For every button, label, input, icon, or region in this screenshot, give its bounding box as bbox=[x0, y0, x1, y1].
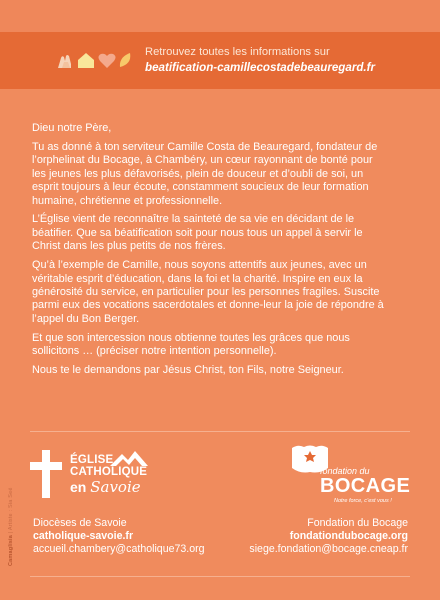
eglise-line1: ÉGLISE bbox=[70, 454, 114, 466]
credit-agency: Camaglisia bbox=[8, 534, 14, 566]
divider bbox=[30, 431, 410, 432]
banner-website-link[interactable]: beatification-camillecostadebeauregard.fr bbox=[145, 61, 376, 74]
eglise-catholique-savoie-logo bbox=[30, 448, 170, 506]
eglise-en: en bbox=[70, 479, 87, 495]
info-banner bbox=[0, 32, 440, 89]
bocage-slogan: Notre force, c’est vous ! bbox=[334, 498, 392, 504]
banner-icons bbox=[56, 51, 136, 69]
house-icon bbox=[78, 53, 94, 68]
hands-icon bbox=[58, 55, 71, 68]
eglise-line2: CATHOLIQUE bbox=[70, 466, 148, 478]
prayer-paragraph: Tu as donné à ton serviteur Camille Costa de Beauregard, fondateur de l’orphelinat du Bocage, à Chambéry, un cœur rayonnant de bonté pour les jeunes les plus défavorisés, plein de douceur et d’oubli de soi, un esprit toujours à leur écoute, constamment soucieux de leur formation humaine, chrétienne et professionnelle. bbox=[32, 140, 378, 207]
fondation-bocage-logo bbox=[290, 444, 412, 508]
bocage-small-text: fondation du bbox=[320, 466, 370, 476]
contact-website-link[interactable]: catholique-savoie.fr bbox=[33, 530, 134, 543]
prayer-paragraph: Et que son intercession nous obtienne toutes les grâces que nous sollicitons … (préciser notre intention personnelle). bbox=[32, 331, 350, 358]
prayer-salutation: Dieu notre Père, bbox=[32, 122, 112, 134]
contact-title: Fondation du Bocage bbox=[307, 517, 408, 529]
prayer-paragraph: Qu’à l’exemple de Camille, nous soyons attentifs aux jeunes, avec un véritable esprit d’éducation, dans la foi et la charité. Inspire en eux la générosité du service, en particulier pour les personnes fragiles. Suscite parmi eux des vocations sacerdotales et donne-leur la joie de répondre à l’appel du Bon Berger. bbox=[32, 259, 384, 325]
side-credit bbox=[8, 487, 14, 566]
eglise-line3 bbox=[70, 478, 170, 496]
contact-email-link[interactable]: accueil.chambery@catholique73.org bbox=[33, 543, 205, 556]
prayer-paragraph: L’Église vient de reconnaître la sainteté de sa vie en décidant de le béatifier. Que sa béatification soit pour nous tous un appel à servir le Christ dans les plus petits de nos frères. bbox=[32, 213, 363, 253]
contact-diocese bbox=[33, 517, 233, 557]
contact-website-link[interactable]: fondationdubocage.org bbox=[289, 530, 408, 543]
bocage-wordmark: BOCAGE bbox=[320, 475, 411, 497]
divider bbox=[30, 576, 410, 577]
top-strip bbox=[0, 0, 440, 32]
credit-artist: | Artiste : Sia Seé bbox=[8, 487, 14, 535]
eglise-savoie: Savoie bbox=[90, 478, 141, 496]
prayer-paragraph: Nous te le demandons par Jésus Christ, ton Fils, notre Seigneur. bbox=[32, 364, 344, 376]
contact-fondation bbox=[208, 517, 408, 557]
banner-intro: Retrouvez toutes les informations sur bbox=[145, 46, 330, 58]
banner-text bbox=[145, 45, 435, 76]
contact-email-link[interactable]: siege.fondation@bocage.cneap.fr bbox=[249, 543, 408, 556]
prayer-text bbox=[32, 122, 384, 383]
contact-title: Diocèses de Savoie bbox=[33, 517, 127, 529]
heart-icon bbox=[99, 54, 116, 68]
leaf-icon bbox=[120, 53, 130, 67]
eglise-wordmark bbox=[70, 454, 170, 496]
